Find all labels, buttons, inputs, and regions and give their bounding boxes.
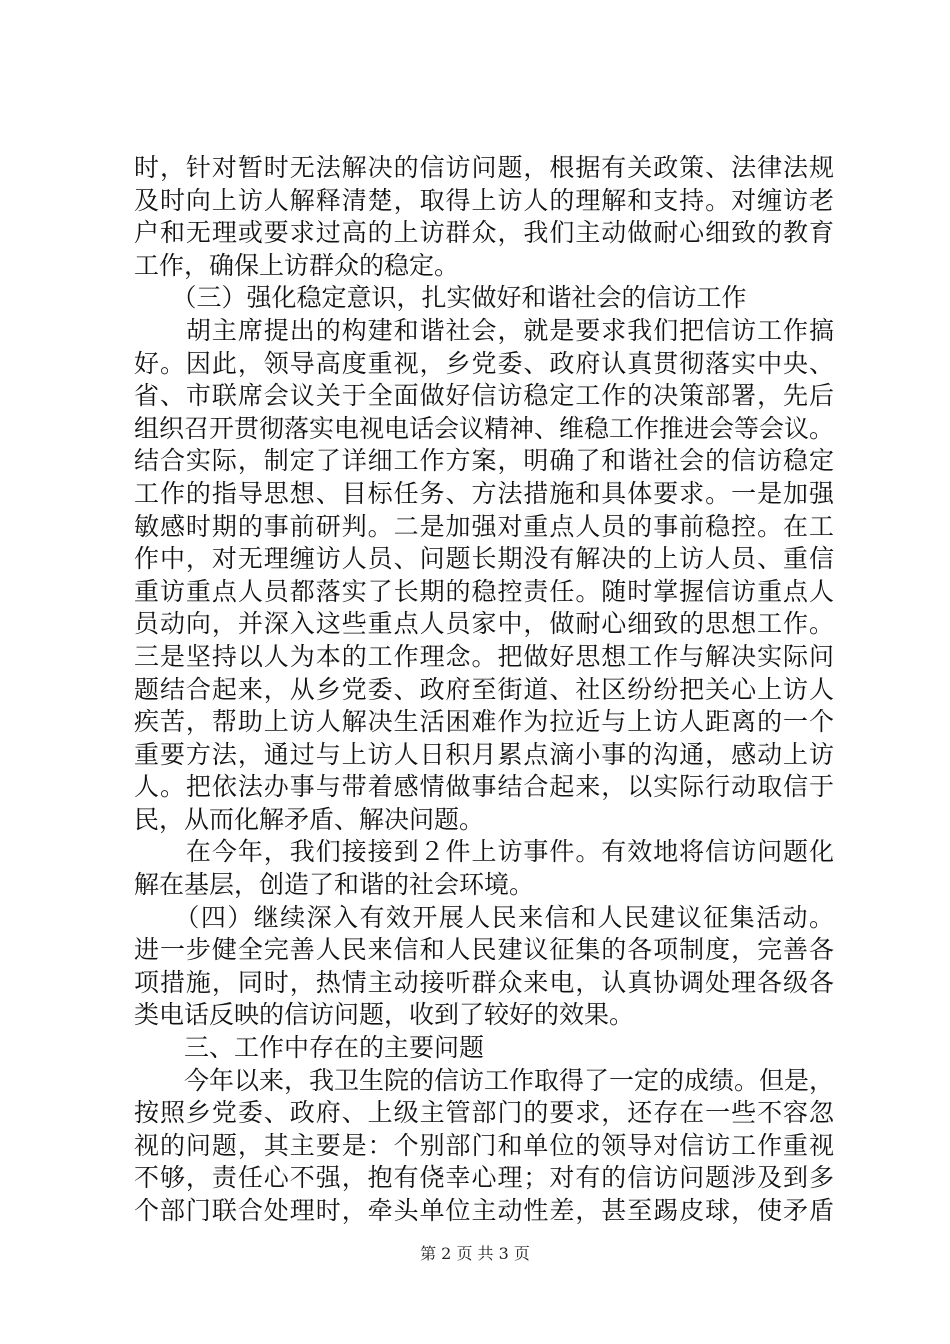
text-line: 敏感时期的事前研判。二是加强对重点人员的事前稳控。在工 <box>134 511 834 541</box>
text-line: 项措施，同时，热情主动接听群众来电，认真协调处理各级各 <box>134 967 834 997</box>
text-line: 今年以来，我卫生院的信访工作取得了一定的成绩。但是， <box>134 1065 834 1095</box>
text-line: 疾苦，帮助上访人解决生活困难作为拉近与上访人距离的一个 <box>134 707 834 737</box>
text-line: 结合实际，制定了详细工作方案，明确了和谐社会的信访稳定 <box>134 446 834 476</box>
text-line: 类电话反映的信访问题，收到了较好的效果。 <box>134 1000 635 1030</box>
text-line: 时，针对暂时无法解决的信访问题，根据有关政策、法律法规 <box>134 153 834 182</box>
text-line: 省、市联席会议关于全面做好信访稳定工作的决策部署，先后 <box>134 381 834 411</box>
text-line: 重访重点人员都落实了长期的稳控责任。随时掌握信访重点人 <box>134 576 834 606</box>
text-line: 视的问题，其主要是：个别部门和单位的领导对信访工作重视 <box>134 1130 834 1160</box>
text-line: 解在基层，创造了和谐的社会环境。 <box>134 870 535 900</box>
text-line: 组织召开贯彻落实电视电话会议精神、维稳工作推进会等会议。 <box>134 413 834 443</box>
text-line: 重要方法，通过与上访人日积月累点滴小事的沟通，感动上访 <box>134 739 834 769</box>
text-line: 工作，确保上访群众的稳定。 <box>134 250 460 280</box>
text-line: 胡主席提出的构建和谐社会，就是要求我们把信访工作搞 <box>134 315 834 345</box>
text-line: 员动向，并深入这些重点人员家中，做耐心细致的思想工作。 <box>134 609 834 639</box>
text-line: （四）继续深入有效开展人民来信和人民建议征集活动。 <box>134 902 834 932</box>
text-line: 户和无理或要求过高的上访群众，我们主动做耐心细致的教育 <box>134 218 834 248</box>
page-footer: 第 2 页 共 3 页 <box>420 1244 530 1263</box>
text-line: 个部门联合处理时，牵头单位主动性差，甚至踢皮球，使矛盾 <box>134 1196 834 1225</box>
text-line: （三）强化稳定意识，扎实做好和谐社会的信访工作 <box>134 283 747 313</box>
text-line: 题结合起来，从乡党委、政府至街道、社区纷纷把关心上访人 <box>134 674 834 704</box>
text-line: 作中，对无理缠访人员、问题长期没有解决的上访人员、重信 <box>134 544 834 574</box>
text-line: 三是坚持以人为本的工作理念。把做好思想工作与解决实际问 <box>134 641 834 671</box>
text-line: 三、工作中存在的主要问题 <box>134 1033 485 1063</box>
text-line: 按照乡党委、政府、上级主管部门的要求，还存在一些不容忽 <box>134 1098 834 1128</box>
document-body <box>134 152 834 1228</box>
text-line: 进一步健全完善人民来信和人民建议征集的各项制度，完善各 <box>134 935 834 965</box>
text-line: 工作的指导思想、目标任务、方法措施和具体要求。一是加强 <box>134 478 834 508</box>
text-line: 不够，责任心不强，抱有侥幸心理；对有的信访问题涉及到多 <box>134 1163 834 1193</box>
text-line: 好。因此，领导高度重视，乡党委、政府认真贯彻落实中央、 <box>134 348 834 378</box>
text-line: 人。把依法办事与带着感情做事结合起来，以实际行动取信于 <box>134 772 834 802</box>
text-line: 及时向上访人解释清楚，取得上访人的理解和支持。对缠访老 <box>134 185 834 215</box>
text-line: 在今年，我们接接到２件上访事件。有效地将信访问题化 <box>134 837 834 867</box>
text-line: 民，从而化解矛盾、解决问题。 <box>134 804 485 834</box>
